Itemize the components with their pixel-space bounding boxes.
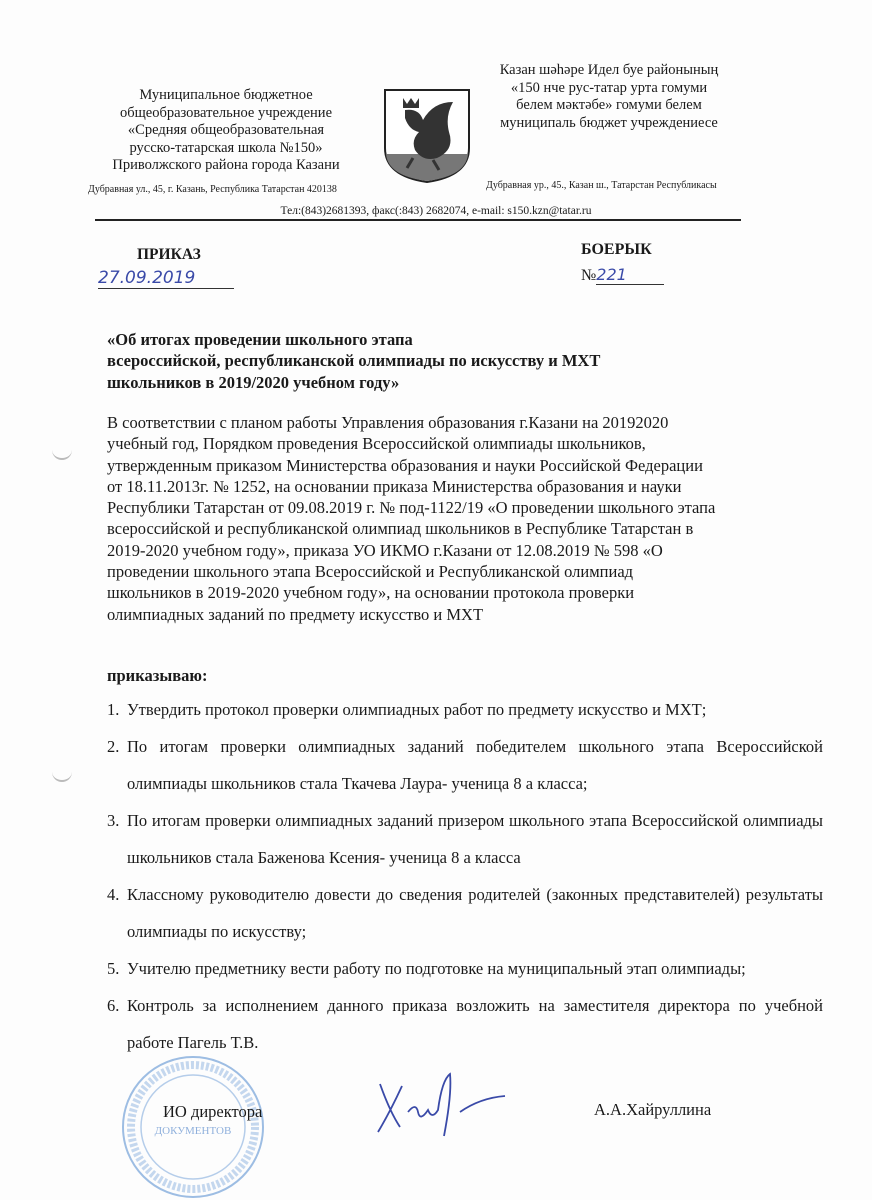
header-line: «Средняя общеобразовательная bbox=[127, 122, 325, 138]
svg-text:ДОКУМЕНТОВ: ДОКУМЕНТОВ bbox=[154, 1125, 232, 1137]
number-sign: № bbox=[581, 267, 597, 284]
coat-of-arms-emblem bbox=[383, 88, 471, 184]
order-item: 1. Утвердить протокол проверки олимпиадных работ по предмету искусство и МХТ; bbox=[107, 700, 707, 719]
order-item: 2. По итогам проверки олимпиадных заданий победителем школьного этапа Всероссийской олимпиады школьников стала Ткачева Лаура- ученица 8 а класса; bbox=[107, 737, 823, 793]
preamble-line: всероссийской и республиканской олимпиад школьников в Республике Татарстан в bbox=[107, 519, 694, 539]
preamble-line: 2019-2020 учебном году», приказа УО ИКМО г.Казани от 12.08.2019 № 598 «О bbox=[107, 540, 663, 560]
order-item: 4. Классному руководителю довести до сведения родителей (законных представителей) результаты олимпиады по искусству; bbox=[107, 885, 823, 941]
signatory-position: ИО директора bbox=[163, 1102, 263, 1121]
preamble-line: олимпиадных заданий по предмету искусство и МХТ bbox=[107, 604, 484, 624]
header-line: муниципаль бюджет учреждениесе bbox=[500, 114, 718, 131]
punch-hole-mark bbox=[52, 770, 72, 782]
order-item: 5. Учителю предметнику вести работу по подготовке на муниципальный этап олимпиады; bbox=[107, 959, 746, 978]
handwritten-signature bbox=[370, 1072, 510, 1142]
header-line: общеобразовательное учреждение bbox=[119, 104, 333, 121]
preamble-line: Республики Татарстан от 09.08.2019 г. № под-1122/19 «О проведении школьного этапа bbox=[107, 498, 716, 518]
preamble-line: проведении школьного этапа Всероссийской и Республиканской олимпиад bbox=[107, 562, 634, 582]
official-stamp bbox=[118, 1052, 268, 1200]
preamble-line: школьников в 2019-2020 учебном году», на основании протокола проверки bbox=[107, 583, 635, 603]
preamble bbox=[107, 412, 787, 625]
order-label-ru: ПРИКАЗ bbox=[137, 246, 201, 263]
school-name-tt bbox=[478, 62, 740, 132]
punch-hole-mark bbox=[52, 448, 72, 460]
number-value: 221 bbox=[596, 265, 664, 285]
contacts: Тел:(843)2681393, факс(:843) 2682074, e-mail: s150.kzn@tatar.ru bbox=[280, 205, 592, 217]
order-title bbox=[107, 329, 787, 393]
title-line: «Об итогах проведении школьного этапа bbox=[107, 330, 413, 349]
school-name-ru bbox=[90, 87, 362, 175]
preamble-line: учебный год, Порядком проведения Всероссийской олимпиады школьников, bbox=[107, 434, 646, 454]
header-line: Приволжского района города Казани bbox=[112, 157, 340, 173]
order-label-tt: БОЕРЫК bbox=[581, 241, 652, 258]
header-line: Муниципальное бюджетное bbox=[139, 87, 313, 103]
order-date: 27.09.2019 bbox=[98, 268, 234, 289]
preamble-line: В соответствии с планом работы Управления образования г.Казани на 20192020 bbox=[107, 413, 669, 432]
order-number bbox=[581, 265, 664, 285]
decree-word: приказываю: bbox=[107, 666, 208, 685]
address-tt: Дубравная ур., 45., Казан ш., Татарстан Республикасы bbox=[486, 180, 717, 191]
signatory-name: А.А.Хайруллина bbox=[594, 1100, 712, 1119]
header-divider bbox=[95, 219, 741, 221]
address-ru: Дубравная ул., 45, г. Казань, Республика Татарстан 420138 bbox=[88, 184, 337, 195]
order-item: 6. Контроль за исполнением данного приказа возложить на заместителя директора по учебной работе Пагель Т.В. bbox=[107, 996, 823, 1052]
title-line: школьников в 2019/2020 учебном году» bbox=[107, 372, 400, 392]
order-items bbox=[107, 691, 823, 1061]
header-line: «150 нче рус-татар урта гомуми bbox=[510, 79, 708, 96]
preamble-line: от 18.11.2013г. № 1252, на основании приказа Министерства образования и науки bbox=[107, 476, 682, 496]
header-line: русско-татарская школа №150» bbox=[129, 139, 323, 156]
header-line: Казан шәһәре Идел буе районының bbox=[499, 62, 719, 78]
title-line: всероссийской, республиканской олимпиады по искусству и МХТ bbox=[107, 351, 601, 371]
header-line: белем мәктәбе» гомуми белем bbox=[516, 97, 702, 113]
order-item: 3. По итогам проверки олимпиадных заданий призером школьного этапа Всероссийской олимпиады школьников стала Баженова Ксения- ученица 8 а класса bbox=[107, 811, 823, 867]
preamble-line: утвержденным приказом Министерства образования и науки Российской Федерации bbox=[107, 455, 703, 475]
